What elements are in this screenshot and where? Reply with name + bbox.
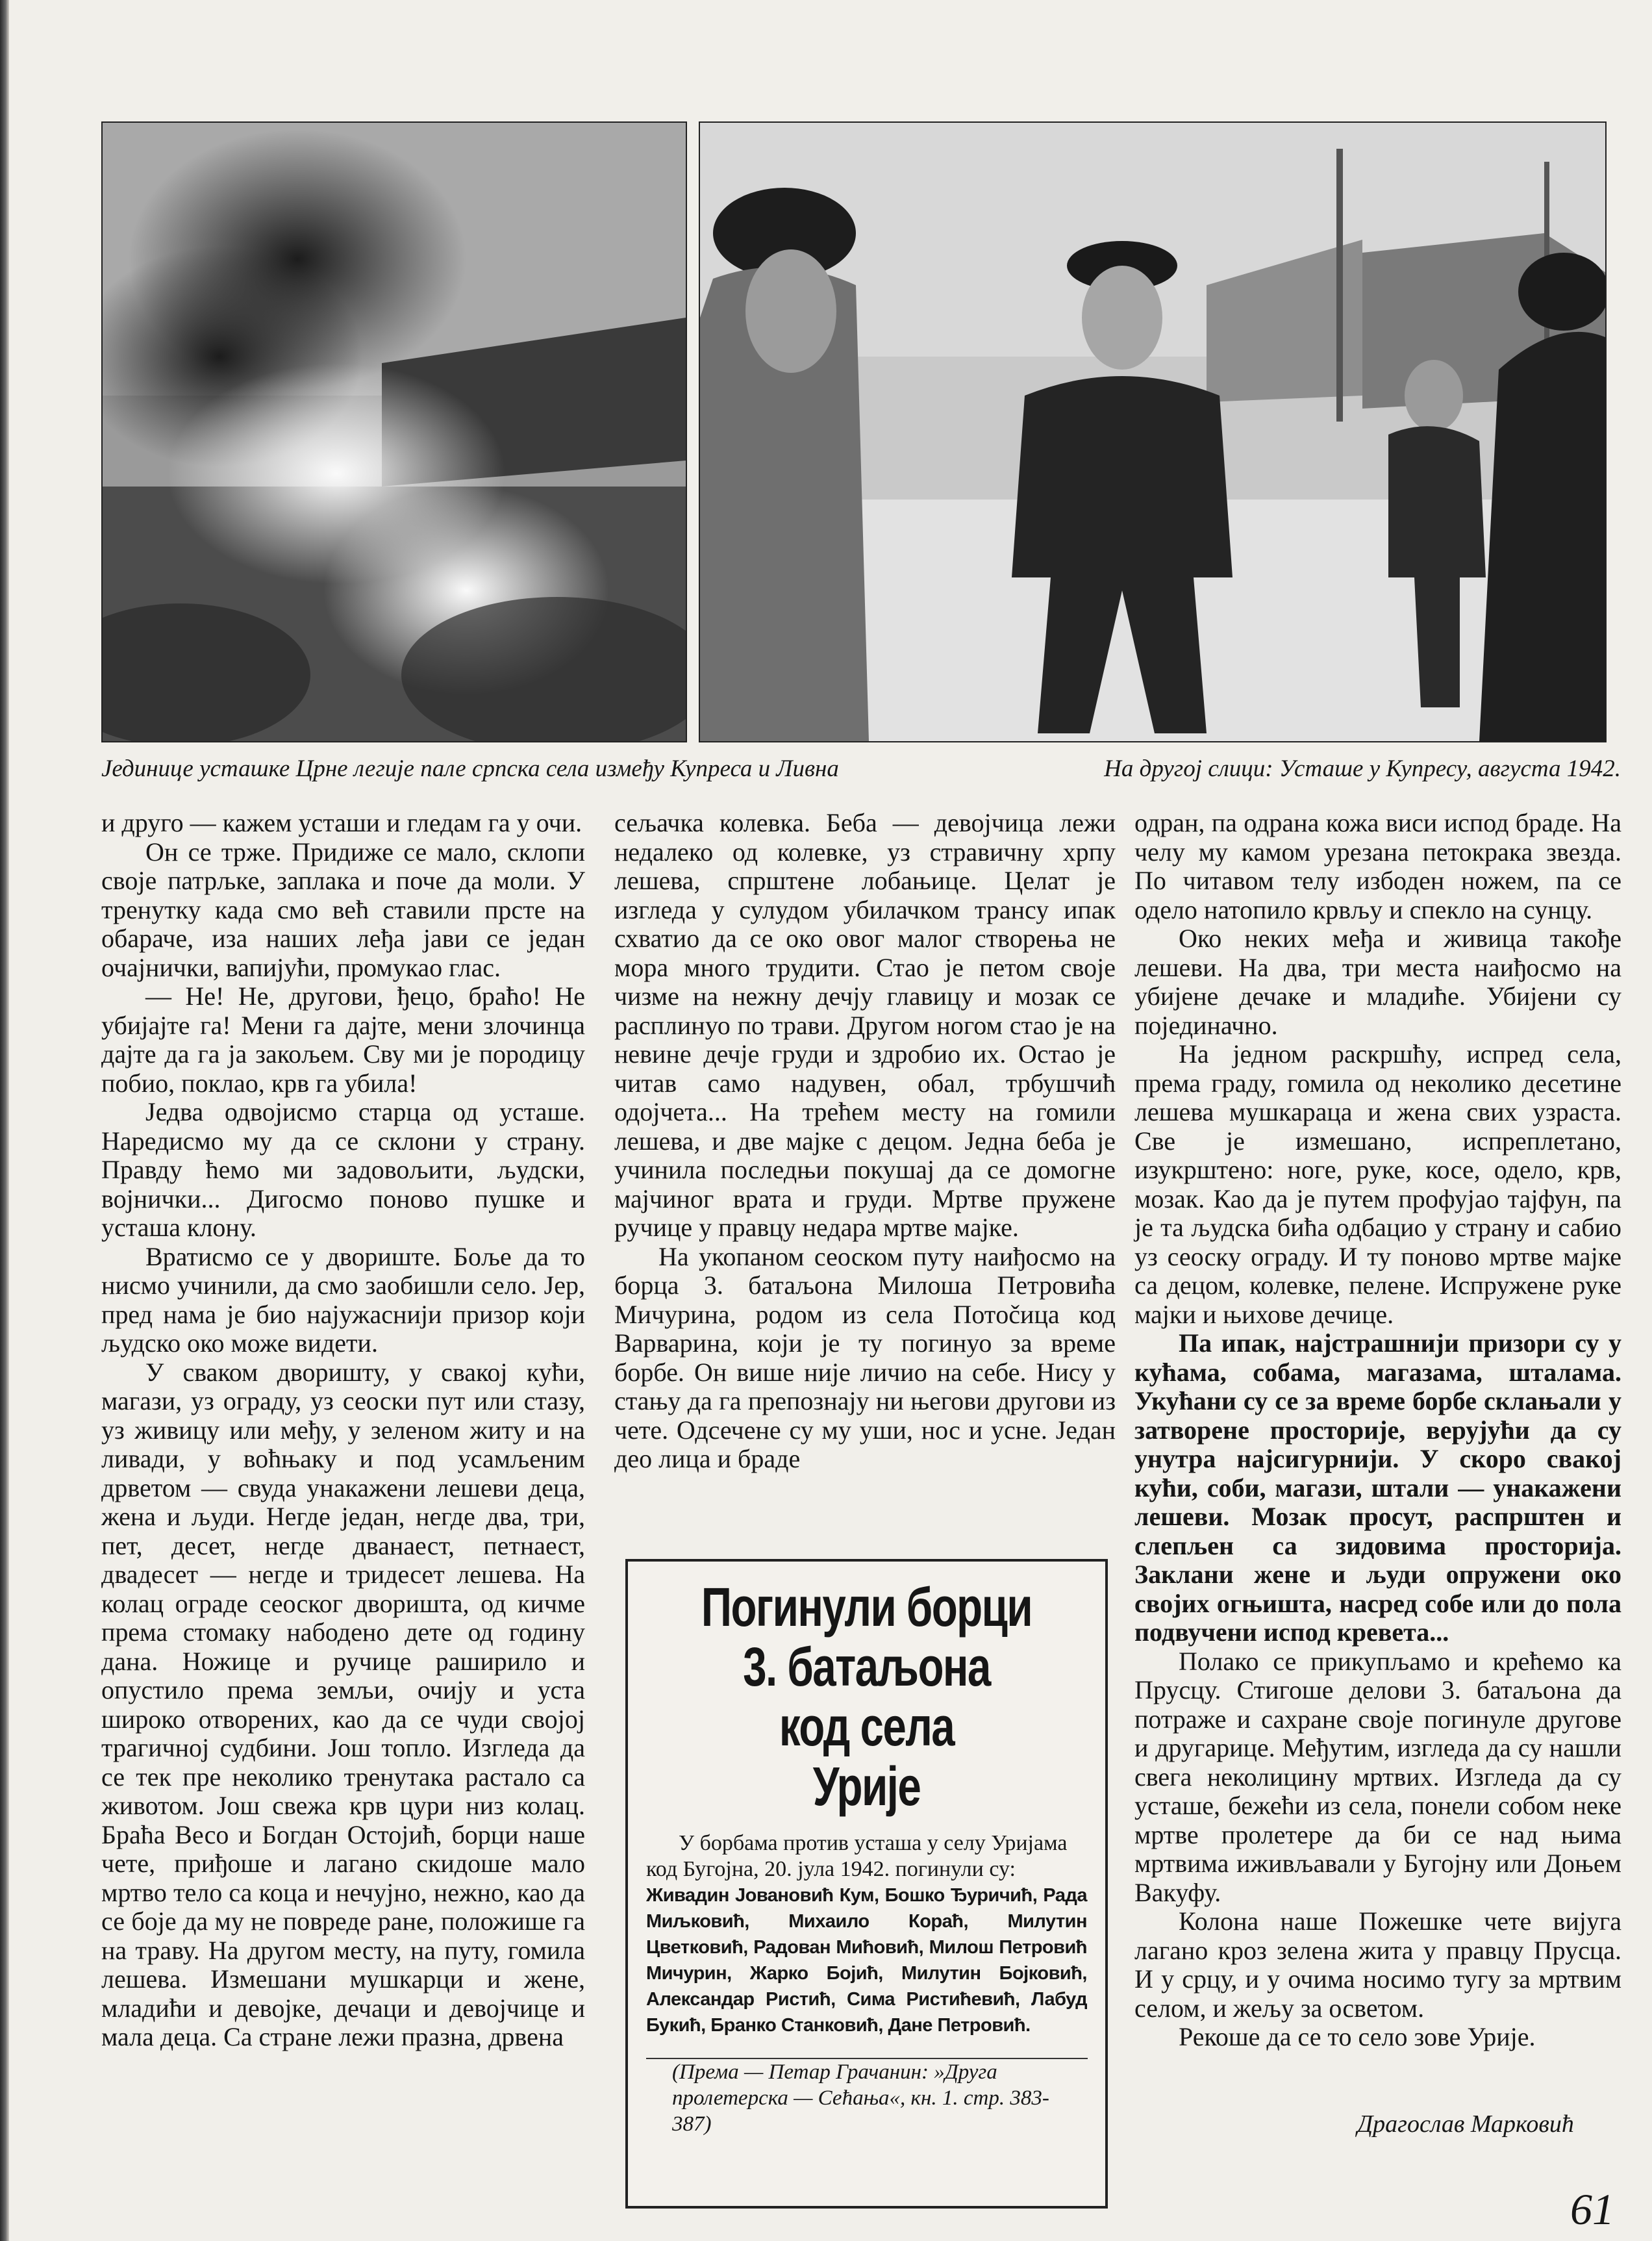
box-title	[649, 1577, 1084, 1816]
photo-caption	[101, 755, 1621, 783]
book-spine-shadow	[0, 0, 9, 2241]
paragraph: У сваком дворишту, у свакој кући, магази, уз ограду, уз сеоски пут или стазу, уз живицу или међу, у зеленом житу и на ливади, у воћњаку и под усамљеним дрветом — свуда унакажени лешеви деца, жена и људи. Негде један, негде два, три, пет, десет, негде дванаест, петнаест, двадесет — негде и тридесет лешева. На колац ограде сеоског дворишта, од кичме према стомаку набодено дете од годину дана. Ножице и ручице раширило и опустило према земљи, очију и уста широко отворених, као да се чуди својој трагичној судбини. Још топло. Изгледа да се тек пре неколико тренутака растало са животом. Још свежа крв цури низ колац. Браћа Весо и Богдан Остојић, борци наше чете, приђоше и лагано скидоше мало мртво тело са коца и нечујно, нежно, као да се боје да му не повреде ране, положише га на траву. На другом месту, на путу, гомила лешева. Измешани мушкарци и жене, младићи и девојке, дечаци и девојчице и мала деца. Са стране лежи празна, дрвена	[101, 1357, 585, 2051]
paragraph: Полако се прикупљамо и крећемо ка Прусцу. Стигоше делови 3. батаљона да потраже и сахране своје погинуле другове и другарице. Међутим, изгледа да су нашли свега неколицину мртвих. Изгледа да су усташе, бежећи из села, понели собом неке мртве пролетере да би се над њима мртвима иживљавали у Бугојну или Доњем Вакуфу.	[1134, 1646, 1621, 1907]
author-signature: Драгослав Марковић	[1357, 2110, 1574, 2138]
box-source: (Према — Петар Грачанин: »Друга пролетерска — Сећања«, кн. 1. стр. 383-387)	[646, 2058, 1088, 2137]
box-title-line: код села	[779, 1696, 955, 1757]
box-names-list: Живадин Јовановић Кум, Бошко Ђуричић, Рада Миљковић, Михаило Корaћ, Милутин Цветковић, Радован Мићовић, Милош Петровић Мичурин, Жарко Бојић, Милутин Бојковић, Александар Ристић, Сима Ристићевић, Лабуд Букић, Бранко Станковић, Дане Петровић.	[646, 1885, 1087, 2036]
photo-soldiers-kupres	[699, 121, 1607, 742]
box-title-line: 3. батаљона	[743, 1636, 990, 1697]
page-number: 61	[1570, 2184, 1614, 2234]
soldiers-image	[700, 123, 1605, 741]
paragraph: Око неких међа и живица такође лешеви. На два, три места наиђосмо на убијене дечаке и младиће. Убијени су појединачно.	[1134, 924, 1621, 1040]
caption-right: На другој слици: Усташе у Купресу, августа 1942.	[1104, 755, 1621, 782]
article-column-2	[614, 809, 1116, 1474]
paragraph: Рекоше да се то село зове Урије.	[1179, 2022, 1536, 2051]
paragraph: Једва одвојисмо старца од усташе. Наредисмо му да се склони у страну. Правду ћемо ми задовољити, људски, војнички... Дигосмо поново пушке и усташа клону.	[101, 1097, 585, 1242]
burning-village-image	[103, 123, 686, 741]
paragraph: сељачка колевка. Беба — девојчица лежи недалеко од колевке, уз стравичну хрпу лешева, спрштене лобањице. Целат је изгледа у сулудом убилачком трансу ипак схватио да се око овог малог створења не мора много трудити. Стао је петом своје чизме на нежну дечју главицу и мозак се расплинуо по трави. Другом ногом стао је на невине дечје груди и здробио их. Остао је читав само надувен, обал, трбушчић одојчета... На трећем месту на гомили лешева, и две мајке с децом. Једна беба је учинила последњи покушај да се домогне мајчиног врата и груди. Мртве пружене ручице у правцу недара мртве мајке.	[614, 808, 1116, 1242]
paragraph: — Не! Не, другови, ђецо, браћо! Не убијајте га! Мени га дајте, мени злочинца дајте да га ја закољем. Сву ми је породицу побио, поклао, крв га убила!	[101, 981, 585, 1098]
box-intro: У борбама против усташа у селу Уријама код Бугојна, 20. јула 1942. погинули су:	[646, 1831, 1068, 1881]
paragraph: На једном раскршћу, испред села, према граду, гомила од неколико десетине лешева мушкараца и жена свих узраста. Све је измешано, испреплетано, изукрштено: ноге, руке, косе, одело, крв, мозак. Као да је путем профујао тајфун, па је та људска бића одбацио у страну и сабио уз сеоску ограду. И ту поново мртве мајке са децом, колевке, пелене. Испружене руке мајки и њихове дечице.	[1134, 1039, 1621, 1329]
paragraph: Он се трже. Придиже се мало, склопи своје патрљке, заплака и поче да моли. У тренутку када смо већ ставили прсте на обараче, иза наших леђа јави се један очајнички, вапијући, промукао глас.	[101, 837, 585, 982]
box-title-line: Погинули борци	[701, 1576, 1032, 1638]
photo-burning-village	[101, 121, 687, 742]
caption-left: Јединице усташке Црне легије пале српска села између Купреса и Ливна	[101, 755, 839, 782]
paragraph: и друго — кажем усташи и гледам га у очи.	[101, 808, 582, 837]
paragraph: Колона наше Пожешке чете вијуга лагано кроз зелена жита у правцу Прусца. И у срцу, и у очима носимо тугу за мртвим селом, и жељу за осветом.	[1134, 1906, 1621, 2023]
paragraph: одран, па одрана кожа виси испод браде. На челу му камом урезана петокрака звезда. По читавом телу избоден ножем, па се одело натопило крвљу и спекло на сунцу.	[1134, 808, 1621, 924]
article-column-3	[1134, 809, 1621, 2052]
fallen-fighters-box	[625, 1559, 1108, 2209]
paragraph: На укопаном сеоском путу наиђосмо на борца 3. батаљона Милоша Петровића Мичурина, родом из села Потočица код Варварина, који је ту погинуо за време борбе. Он више није личио на себе. Нису у стању да га препознају ни његови другови из чете. Одсечене су му уши, нос и усне. Један део лица и браде	[614, 1241, 1116, 1473]
box-title-line: Урије	[812, 1756, 921, 1817]
paragraph: Па ипак, најстрашнији призори су у кућама, собама, магазама, шталама. Укућани су се за време борбе склањали у затворене просторије, верујући да су унутра најсигурнији. У скоро свакој кући, соби, магази, штали — унакажени лешеви. Мозак просут, распрштен и слепљен са зидовима просторија. Заклани жене и људи опружени око својих огњишта, насред собе или до пола подвучени испод кревета...	[1134, 1328, 1621, 1647]
article-column-1	[101, 809, 585, 2052]
paragraph: Вратисмо се у двориште. Боље да то нисмо учинили, да смо заобишли село. Јер, пред нама је био најужаснији призор који људско око може видети.	[101, 1241, 585, 1358]
